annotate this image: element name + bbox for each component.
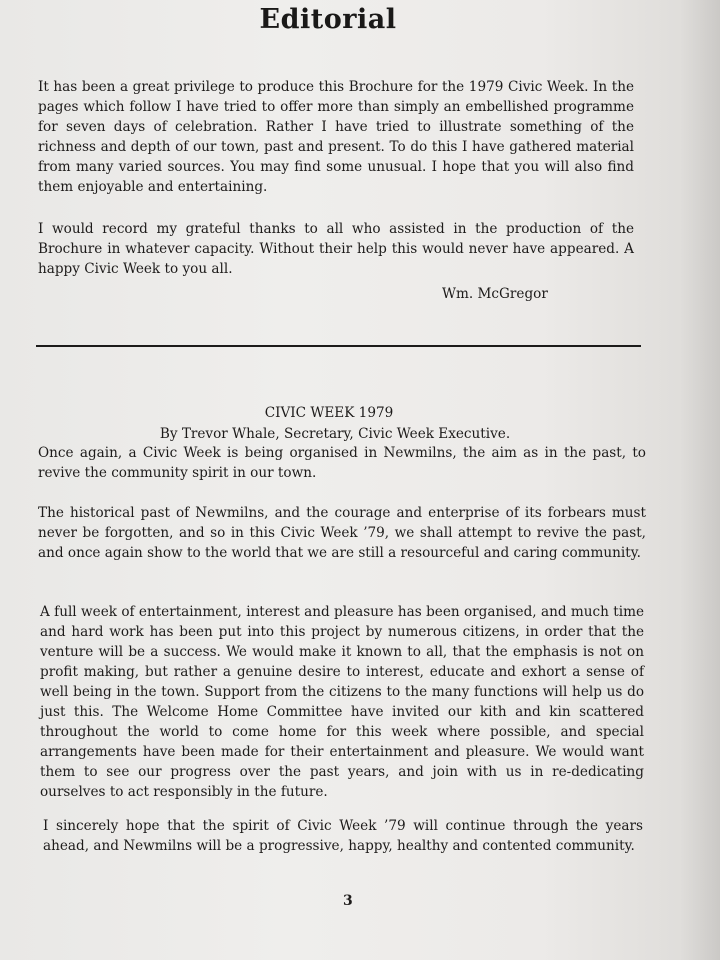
editorial-paragraph: I would record my grateful thanks to all who assisted in the production of the Brochure in whatever capacity. Without their help this would never have appeared. A happy Civic Week to you all. xyxy=(38,221,634,277)
civic-week-paragraph: A full week of entertainment, interest and pleasure has been organised, and much time and hard work has been put into this project by numerous citizens, in order that the venture will be a success. We would make it known to all, that the emphasis is not on profit making, but rather a genuine desire to interest, educate and exhort a sense of well being in the town. Support from the citizens to the many functions will help us do just this. The Welcome Home Committee have invited our kith and kin scattered throughout the world to come home for this week where possible, and special arrangements have been made for their entertainment and pleasure. We would want them to see our progress over the past years, and join with us in re-dedicating ourselves to act responsibly in the future. xyxy=(40,604,644,800)
page-edge-shadow xyxy=(680,0,720,960)
editorial-paragraph: It has been a great privilege to produce this Brochure for the 1979 Civic Week. In the pages which follow I have tried to offer more than simply an embellished programme for seven days of celebration. Rather I have tried to illustrate something of the richness and depth of our town, past and present. To do this I have gathered material from many varied sources. You may find some unusual. I hope that you will also find them enjoyable and entertaining. xyxy=(38,79,634,195)
civic-week-paragraph: The historical past of Newmilns, and the courage and enterprise of its forbears must never be forgotten, and so in this Civic Week ’79, we shall attempt to revive the past, and once again show to the world that we are still a resourceful and caring community. xyxy=(38,505,646,561)
civic-week-byline: By Trevor Whale, Secretary, Civic Week Executive. xyxy=(159,426,511,442)
civic-week-heading: CIVIC WEEK 1979 xyxy=(264,405,394,421)
civic-week-paragraph: I sincerely hope that the spirit of Civic Week ’79 will continue through the years ahead, and Newmilns will be a progressive, happy, healthy and contented community. xyxy=(43,818,643,854)
page-number: 3 xyxy=(343,893,353,909)
editorial-title: Editorial xyxy=(259,4,397,35)
editorial-signature: Wm. McGregor xyxy=(442,286,548,302)
civic-week-paragraph: Once again, a Civic Week is being organised in Newmilns, the aim as in the past, to revive the community spirit in our town. xyxy=(38,445,646,481)
section-divider xyxy=(36,345,641,347)
